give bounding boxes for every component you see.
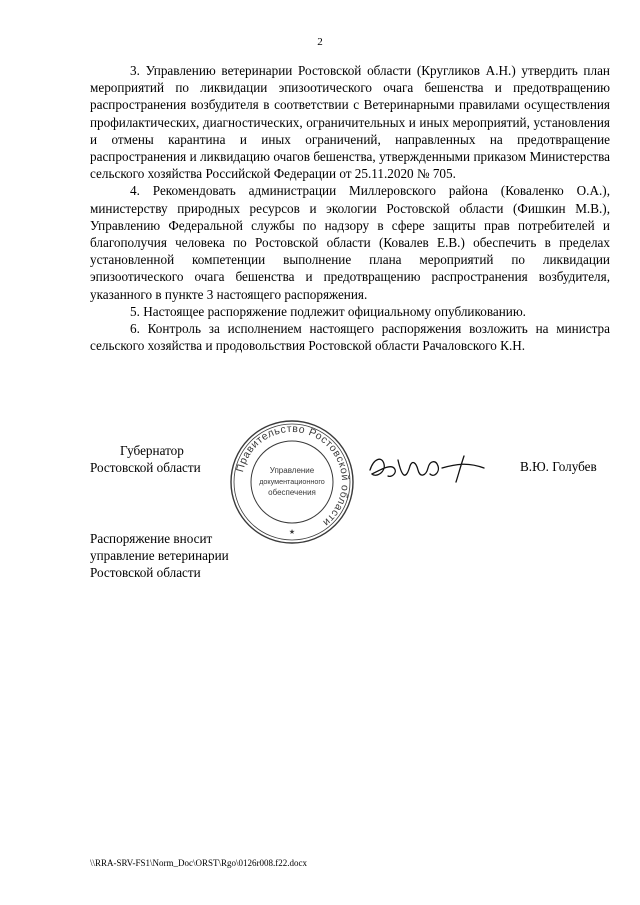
page-number: 2 <box>317 36 323 48</box>
paragraph-6: 6. Контроль за исполнением настоящего распоряжения возложить на министра сельского хозяйства и продовольствия Ростовской области Рачаловского К.Н. <box>90 321 610 354</box>
paragraph-3: 3. Управлению ветеринарии Ростовской области (Кругликов А.Н.) утвердить план мероприятий по ликвидации эпизоотического очага бешенства и предотвращению распространения возбудителя в соответствии с Ветеринарными правилами осуществления профилактических, диагностических, ограничительных и иных мероприятий, установления и отмены карантина и иных ограничений, направленных на предотвращение распространения и ликвидацию очагов бешенства, утвержденными приказом Министерства сельского хозяйства Российской Федерации от 25.11.2020 № 705. <box>90 63 610 182</box>
stamp-outer-text: Правительство Ростовской области <box>234 422 352 529</box>
signature-block <box>0 418 640 538</box>
signatory-title <box>90 442 201 476</box>
stamp-inner-line3: обеспечения <box>268 488 316 497</box>
submitter-line2: управление ветеринарии <box>90 548 229 564</box>
stamp-inner-line1: Управление <box>269 466 315 475</box>
document-body <box>90 62 610 354</box>
signatory-name: В.Ю. Голубев <box>520 459 597 474</box>
submitter-block <box>90 530 229 582</box>
stamp-star-icon: ★ <box>288 528 296 536</box>
signatory-region: Ростовской области <box>90 460 201 476</box>
submitter-line1: Распоряжение вносит <box>90 531 213 546</box>
stamp-inner-line2: документационного <box>259 477 325 486</box>
paragraph-5: 5. Настоящее распоряжение подлежит официальному опубликованию. <box>130 303 526 319</box>
paragraph-4: 4. Рекомендовать администрации Миллеровского района (Коваленко О.А.), министерству природных ресурсов и экологии Ростовской области (Фишкин М.В.), Управлению Федеральной службы по надзору в сфере защиты прав потребителей и благополучия человека по Ростовской области (Ковалев Е.В.) обеспечить в пределах установленной компетенции выполнение плана мероприятий по ликвидации эпизоотического очага бешенства и предотвращению распространения возбудителя, указанного в пункте 3 настоящего распоряжения. <box>90 183 610 302</box>
document-file-path: \\RRA-SRV-FS1\Norm_Doc\ORST\Rgo\0126r008.f22.docx <box>90 858 307 868</box>
handwritten-signature <box>364 448 494 488</box>
submitter-line3: Ростовской области <box>90 565 201 581</box>
official-stamp <box>228 418 356 546</box>
signatory-position: Губернатор <box>120 443 184 458</box>
